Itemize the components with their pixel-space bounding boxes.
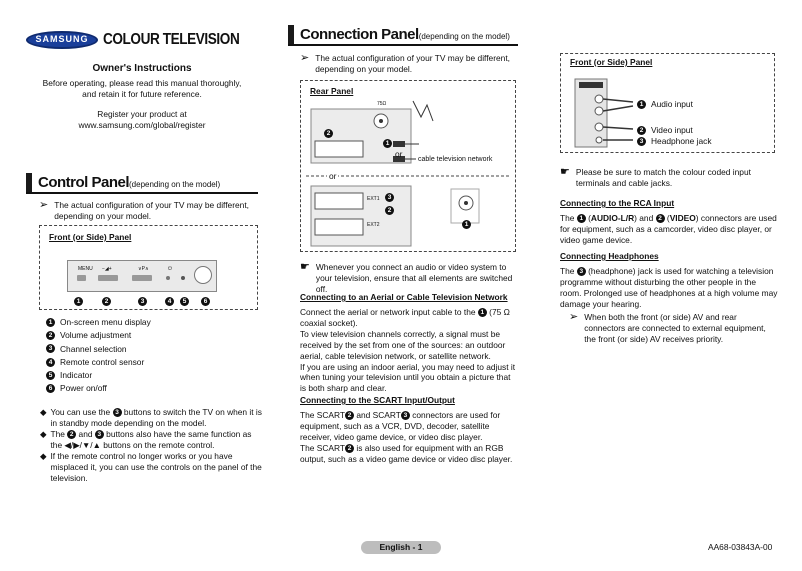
list-label: Indicator: [60, 369, 93, 380]
connection-panel-title-text: Connection Panel: [300, 26, 419, 43]
list-item: [46, 342, 256, 355]
bullet-text: and: [76, 428, 95, 439]
rear-panel-diagram: [301, 81, 517, 253]
front-side-panel-box: [560, 53, 775, 153]
heading-rule: [288, 44, 518, 46]
bullet-text: buttons also have the same function as the ◀/▶/▼/▲ buttons on the remote control.: [50, 428, 252, 450]
hp-text: (headphone) jack is used for watching a television programme without disturbing the other people in the room. Prolonged use of headphones at a high volume may damage your hearing.: [560, 265, 778, 309]
cable-network-label: cable television network: [418, 156, 493, 163]
aerial-text: Connect the aerial or network input cable to the: [300, 306, 478, 317]
volume-buttons[interactable]: [98, 275, 118, 281]
front-label-audio: [637, 98, 693, 111]
scart-text: connectors are used for equipment, such as a VCR, DVD, decoder, satellite receiver, video game device, or video disc player.: [300, 409, 501, 442]
menu-button[interactable]: [77, 275, 86, 281]
list-num: 2: [46, 331, 55, 340]
list-num: 6: [46, 384, 55, 393]
aerial-text: (75 Ω coaxial socket).: [300, 306, 510, 328]
scart-upper: [315, 141, 363, 157]
scart-num: 2: [345, 411, 354, 420]
scart-text: and SCART: [354, 409, 401, 420]
scart-num: 2: [345, 444, 354, 453]
connection-panel-title: [300, 25, 510, 45]
bullet-text: You can use the: [50, 407, 113, 417]
priority-note-text: When both the front (or side) AV and rear connectors are connected to external equipment, the front (or side) AV receives priority.: [584, 312, 766, 344]
panel-label-menu: MENU: [78, 266, 93, 272]
bullet-num: 2: [67, 430, 76, 439]
connection-panel-title-sub: (depending on the model): [418, 32, 510, 41]
indicator-light: [181, 276, 185, 280]
scart-text: The SCART: [300, 409, 345, 420]
hand-note-text: Whenever you connect an audio or video system to your television, ensure that all elements are switched off.: [315, 262, 513, 294]
hp-num: 3: [577, 267, 586, 276]
diamond-icon: ◆: [40, 407, 47, 417]
rca-bold: VIDEO: [669, 212, 696, 223]
front-hand-note-text: Please be sure to match the colour coded input terminals and cable jacks.: [575, 167, 751, 188]
remote-sensor: [166, 276, 170, 280]
panel-label-volume: −◢+: [102, 266, 112, 272]
callout-1: 1: [383, 139, 392, 148]
panel-label-channel: ∨P∧: [138, 266, 149, 272]
bullet-item: [40, 407, 262, 429]
arrow-icon: ➢: [300, 52, 310, 64]
control-list: [46, 316, 256, 395]
scart-heading: Connecting to the SCART Input/Output: [300, 395, 455, 405]
scart-2: [315, 219, 363, 235]
list-item: [46, 369, 256, 382]
pointing-hand-icon: ☛: [560, 166, 570, 178]
connection-note-text: The actual configuration of your TV may be different, depending on your model.: [315, 53, 510, 74]
section-marker: [288, 25, 294, 45]
front-num: 1: [637, 100, 646, 109]
control-panel-title: [38, 173, 220, 193]
diamond-icon: ◆: [40, 450, 47, 461]
scart-text: is also used for equipment with an RGB output, such as a video game device or video disc player.: [300, 442, 513, 464]
callout-2: 2: [324, 129, 333, 138]
bullet-item: [40, 451, 262, 484]
rca-num: 2: [656, 214, 665, 223]
channel-buttons[interactable]: [132, 275, 152, 281]
hp-text: The: [560, 265, 577, 276]
page-number-pill: English - 1: [361, 541, 441, 554]
rear-panel-box-title: Rear Panel: [310, 86, 354, 96]
bullet-text: If the remote control no longer works or you have misplaced it, you can use the controls on the panel of the television.: [50, 450, 262, 483]
front-num: 2: [637, 126, 646, 135]
priority-note: [569, 312, 777, 345]
bullet-num: 3: [113, 408, 122, 417]
register-url: www.samsung.com/global/register: [78, 119, 206, 130]
ext2-label: EXT2: [367, 222, 380, 228]
callout-2: 2: [102, 297, 111, 306]
control-bullets: [40, 407, 262, 483]
logo-text: SAMSUNG: [35, 34, 89, 45]
scart-1: [315, 193, 363, 209]
list-label: Remote control sensor: [60, 356, 145, 367]
bullet-item: [40, 429, 262, 451]
front-hand-note: [560, 167, 778, 189]
coax-plug: [393, 141, 405, 147]
arrow-icon: ➢: [569, 311, 579, 323]
document-title: COLOUR TELEVISION: [103, 31, 240, 48]
front-panel-box: [39, 225, 258, 310]
owners-instructions-heading: Owner's Instructions: [92, 63, 192, 74]
aerial-num: 1: [478, 308, 487, 317]
front-label-text: Video input: [651, 125, 693, 136]
list-num: 3: [46, 344, 55, 353]
rca-text: ) connectors are used for equipment, such as a camcorder, video disc player, or video game device.: [560, 212, 777, 245]
rca-heading: Connecting to the RCA Input: [560, 198, 675, 208]
power-button[interactable]: [194, 266, 212, 284]
or-label: or: [329, 171, 337, 181]
list-num: 4: [46, 358, 55, 367]
connection-hand-note: [300, 262, 518, 295]
rear-panel-box: [300, 80, 516, 252]
list-item: [46, 329, 256, 342]
callout-4: 4: [165, 297, 174, 306]
scart-text: The SCART: [300, 442, 345, 453]
headphone-section: [560, 251, 778, 310]
list-item: [46, 356, 256, 369]
aerial-icon: [413, 101, 433, 121]
list-label: Power on/off: [60, 383, 107, 394]
panel-label-power: ⏻: [168, 266, 172, 272]
register-line-1: Register your product at: [97, 108, 187, 119]
rca-num: 1: [577, 214, 586, 223]
callout-1: 1: [74, 297, 83, 306]
connection-note: [300, 53, 515, 75]
arrow-icon: ➢: [39, 199, 49, 211]
control-note: [39, 200, 259, 222]
list-label: On-screen menu display: [60, 317, 151, 328]
front-label-headphone: [637, 135, 712, 148]
front-num: 3: [637, 137, 646, 146]
diamond-icon: ◆: [40, 428, 47, 439]
list-num: 5: [46, 371, 55, 380]
list-num: 1: [46, 318, 55, 327]
callout-3: 3: [138, 297, 147, 306]
front-label-text: Headphone jack: [651, 136, 712, 147]
rca-text: The: [560, 212, 577, 223]
front-side-box-title: Front (or Side) Panel: [570, 57, 653, 67]
document-code: AA68-03843A-00: [708, 542, 773, 552]
aerial-text-2: To view television channels correctly, a signal must be received by the set from one of the sources: an outdoor aerial, cable television network, or satellite network.: [300, 328, 506, 361]
section-marker: [26, 173, 32, 192]
heading-rule: [26, 192, 258, 194]
headphone-heading: Connecting Headphones: [560, 251, 659, 261]
callout-3: 3: [385, 193, 394, 202]
ant-label: 75Ω: [377, 101, 387, 107]
scart-section: [300, 395, 518, 465]
aerial-heading: Connecting to an Aerial or Cable Television Network: [300, 292, 508, 302]
list-item: [46, 316, 256, 329]
scart-num: 3: [401, 411, 410, 420]
tv-front-panel: [67, 260, 217, 292]
list-label: Channel selection: [60, 343, 127, 354]
intro-line-2: and retain it for future reference.: [82, 88, 202, 99]
callout-5: 5: [180, 297, 189, 306]
list-label: Volume adjustment: [60, 330, 132, 341]
bullet-text: The: [50, 428, 68, 439]
callout-1: 1: [462, 220, 471, 229]
ext1-label: EXT1: [367, 196, 380, 202]
or-label: or: [395, 149, 403, 159]
front-panel-box-title: Front (or Side) Panel: [49, 232, 132, 242]
intro-line-1: Before operating, please read this manual thoroughly,: [42, 78, 242, 88]
control-panel-title-text: Control Panel: [38, 174, 130, 191]
front-label-text: Audio input: [651, 99, 693, 110]
bullet-text: buttons to switch the TV on when it is in standby mode depending on the model.: [50, 407, 262, 428]
aerial-section: [300, 292, 518, 394]
control-note-text: The actual configuration of your TV may be different, depending on your model.: [54, 200, 249, 221]
rca-text: ) and: [634, 212, 656, 223]
rca-bold: AUDIO-L/R: [590, 212, 635, 223]
callout-2: 2: [385, 206, 394, 215]
aerial-text-3: If you are using an indoor aerial, you may need to adjust it when tuning your television until you obtain a picture that is both sharp and clear.: [300, 361, 516, 394]
rca-section: Connecting to the RCA Input The 1 (AUDIO-L/R) and 2 (VIDEO) connectors are used for equipment, such as a camcorder, video disc player, or video game device.: [560, 198, 777, 245]
callout-6: 6: [201, 297, 210, 306]
bullet-num: 3: [95, 430, 104, 439]
pointing-hand-icon: ☛: [300, 261, 310, 273]
list-item: [46, 382, 256, 395]
samsung-logo: [26, 31, 98, 49]
control-panel-title-sub: (depending on the model): [129, 180, 221, 189]
